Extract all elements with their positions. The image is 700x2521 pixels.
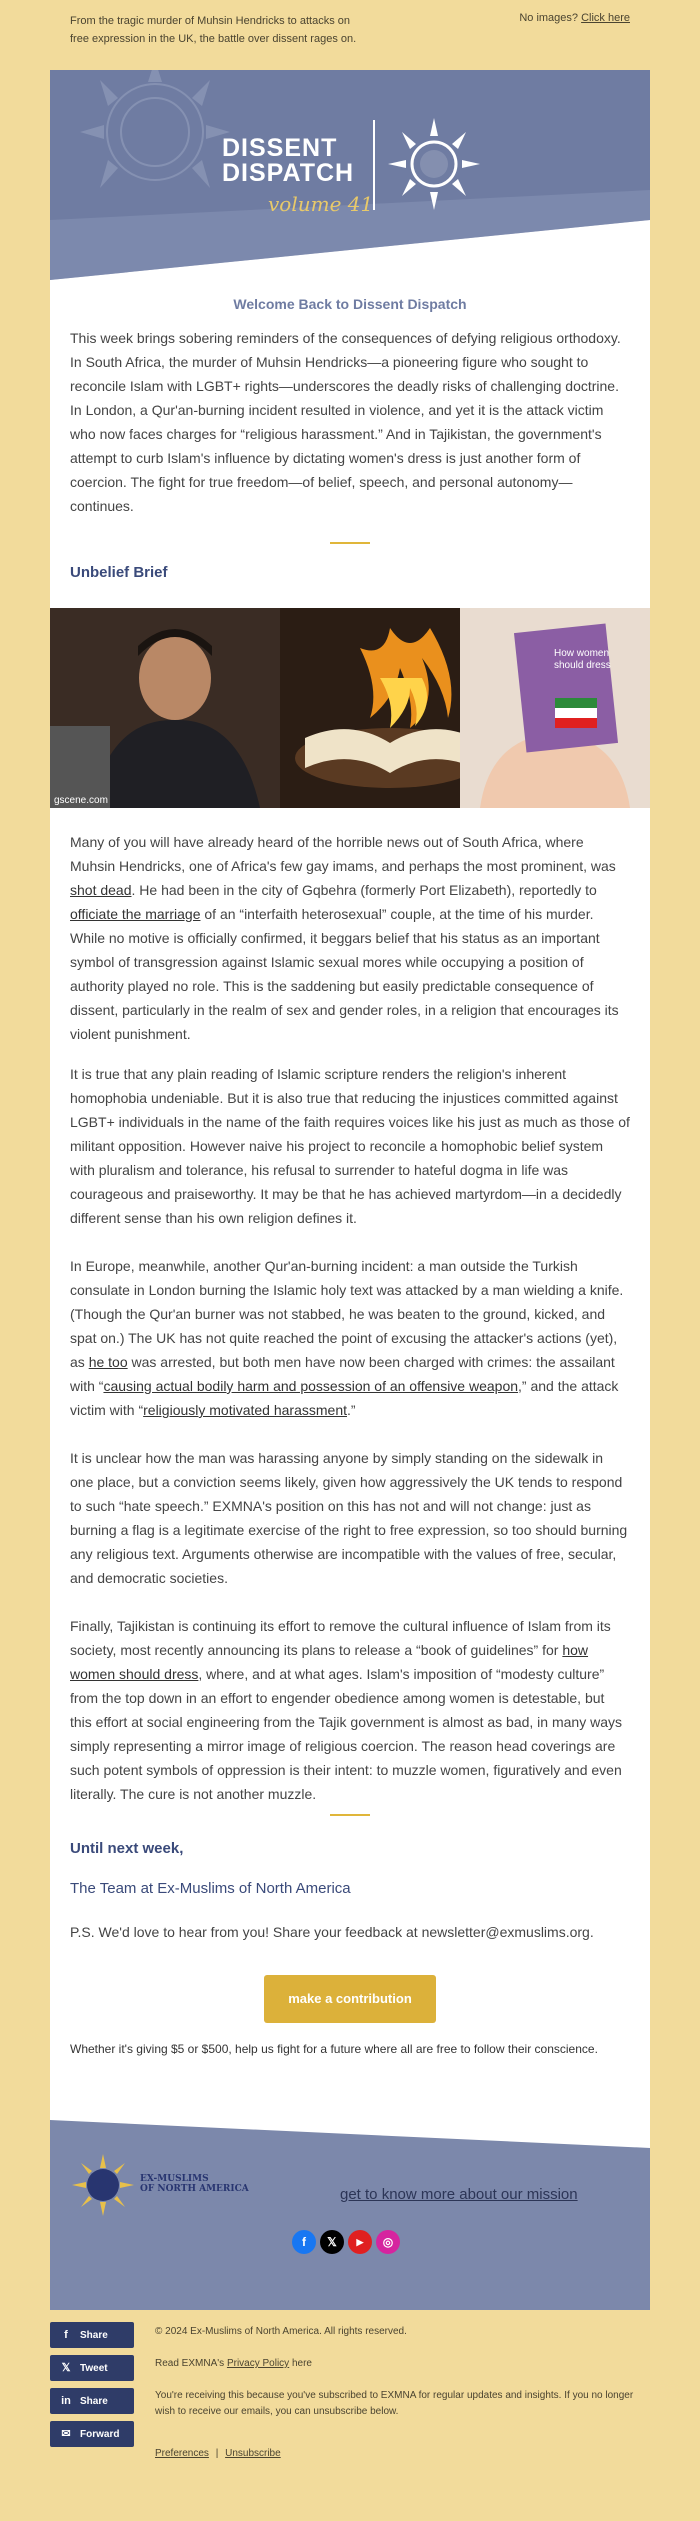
main-card: [50, 280, 650, 2120]
mission-link[interactable]: get to know more about our mission: [340, 2186, 578, 2203]
youtube-icon[interactable]: ▶: [348, 2230, 372, 2254]
brief-paragraph-4: It is unclear how the man was harassing anyone by simply standing on the sidewalk in one place, but a conviction seems likely, given how aggressively the UK tends to respond to such “hate speech.” EXMNA's position on this has not and will not change: just as burning a flag is a legitimate exercise of the right to free expression, so too should burning any religious text. Arguments otherwise are incompatible with the values of free, secular, and democratic societies.: [70, 1450, 628, 1586]
brief-paragraph-3: In Europe, meanwhile, another Qur'an-burning incident: a man outside the Turkish consulate in London burning the Islamic holy text was attacked by a man wielding a knife. (Though the Qur'an burner was not stabbed, he was beaten to the ground, kicked, and spat on.) The UK has not quite reached the point of excusing the attacker's actions (yet), as he too was arrested, but both men have now been charged with crimes: the assailant with “causing actual bodily harm and possession of an offensive weapon,” and the attack victim with “religiously motivated harassment.”: [70, 1258, 624, 1418]
image-credit: gscene.com: [54, 795, 108, 806]
separator: |: [215, 2448, 219, 2459]
share-facebook-button[interactable]: f Share: [50, 2322, 134, 2348]
he-too-link[interactable]: he too: [88, 1354, 128, 1370]
hero-title-line2: DISPATCH: [222, 159, 355, 187]
unsubscribe-notice: You're receiving this because you've subscribed to EXMNA for regular updates and insights. If you no longer wish to receive our emails, you can unsubscribe below.: [155, 2390, 634, 2417]
org-logo-icon: [68, 2150, 138, 2220]
hero-title: [222, 136, 354, 186]
brief-paragraph-1: Many of you will have already heard of the horrible news out of South Africa, where Muhsin Hendricks, one of Africa's few gay imams, and perhaps the most prominent, was shot dead. He had been in the city of Gqbehra (formerly Port Elizabeth), reportedly to officiate the marriage of an “interfaith heterosexual” couple, at the time of his murder. While no motive is officially confirmed, it beggars belief that his status as an important symbol of transgression against Islamic sexual mores while occupying a position of authority played no role. This is the saddening but easily predictable consequence of dissent, particularly in the realm of sex and gender roles, in a religion that encourages its violent punishment.: [70, 834, 619, 1042]
privacy-line: Read EXMNA's Privacy Policy here: [155, 2358, 312, 2369]
copyright: © 2024 Ex-Muslims of North America. All rights reserved.: [155, 2326, 407, 2337]
preheader: [0, 0, 700, 70]
no-images-notice: [519, 12, 630, 24]
footer-wave: [50, 2120, 650, 2160]
footer-links: [155, 2446, 645, 2462]
divider: [330, 542, 370, 544]
bodily-harm-link[interactable]: causing actual bodily harm and possession of an offensive weapon: [103, 1378, 519, 1394]
section-heading-unbelief-brief: Unbelief Brief: [70, 564, 168, 581]
divider: [330, 1814, 370, 1816]
hero-title-line1: DISSENT: [222, 134, 338, 162]
harassment-link[interactable]: religiously motivated harassment: [143, 1402, 347, 1418]
x-twitter-icon: 𝕏: [61, 2362, 71, 2374]
privacy-policy-link[interactable]: Privacy Policy: [226, 2358, 290, 2369]
preferences-link[interactable]: Preferences: [155, 2448, 209, 2459]
signoff: The Team at Ex-Muslims of North America: [70, 1880, 351, 1897]
brief-image: [50, 608, 650, 808]
make-contribution-button[interactable]: make a contribution: [264, 1975, 436, 2023]
welcome-heading: Welcome Back to Dissent Dispatch: [233, 296, 467, 312]
footer-band: [50, 2120, 650, 2310]
how-women-should-dress-link[interactable]: how women should dress: [70, 1642, 589, 1682]
facebook-icon: f: [64, 2329, 68, 2341]
officiate-marriage-link[interactable]: officiate the marriage: [70, 906, 201, 922]
tweet-button[interactable]: 𝕏 Tweet: [50, 2355, 134, 2381]
forward-button[interactable]: ✉ Forward: [50, 2421, 134, 2447]
contribution-subtext: Whether it's giving $5 or $500, help us fight for a future where all are free to follow their conscience.: [70, 2042, 598, 2056]
preheader-text: From the tragic murder of Muhsin Hendricks to attacks on free expression in the UK, the battle over dissent rages on.: [70, 15, 357, 45]
book-cover-text: How women should dress: [554, 648, 611, 671]
linkedin-icon: in: [61, 2395, 71, 2407]
click-here-link[interactable]: Click here: [581, 12, 630, 24]
closing-line: Until next week,: [70, 1840, 184, 1857]
facebook-icon[interactable]: f: [292, 2230, 316, 2254]
unsubscribe-link[interactable]: Unsubscribe: [225, 2448, 281, 2459]
hero-volume: volume 41: [268, 192, 374, 216]
brief-paragraph-2: It is true that any plain reading of Islamic scripture renders the religion's inherent homophobia undeniable. But it is also true that reducing the injustices committed against LGBT+ individuals in the name of the faith requires voices like his just as much as those of militant opposition. However naive his project to reconcile a homophobic belief system with pluralism and tolerance, his refusal to surrender to hateful dogma in life was courageous and praiseworthy. It may be that he has achieved martyrdom—in a decidedly different sense than his own religion defines it.: [70, 1066, 630, 1226]
brief-paragraph-5: Finally, Tajikistan is continuing its effort to remove the cultural influence of Islam from its society, most recently announcing its plans to release a “book of guidelines” for how women should dress, where, and at what ages. Islam's imposition of “modesty culture” from the top down in an effort to engender obedience among women is detestable, but this effort at social engineering from the Tajik government is almost as bad, in many ways simply representing a mirror image of religious coercion. The reason head coverings are such potent symbols of oppression is their intent: to muzzle women, figuratively and even literally. The cure is not another muzzle.: [70, 1618, 622, 1802]
shot-dead-link[interactable]: shot dead: [70, 882, 132, 898]
envelope-icon: ✉: [61, 2428, 71, 2440]
intro-paragraph: This week brings sobering reminders of the consequences of defying religious orthodoxy. In South Africa, the murder of Muhsin Hendricks—a pioneering figure who sought to reconcile Islam with LGBT+ rights—underscores the deadly risks of challenging doctrine. In London, a Qur'an-burning incident resulted in violence, and yet it is the attack victim who now faces charges for “religious harassment.” And in Tajikistan, the government's attempt to curb Islam's influence by dictating women's dress is just another form of coercion. The fight for true freedom—of belief, speech, and personal autonomy—continues.: [70, 330, 621, 514]
hero-banner: [50, 70, 650, 280]
share-linkedin-button[interactable]: in Share: [50, 2388, 134, 2414]
org-name: EX-MUSLIMS OF NORTH AMERICA: [140, 2174, 249, 2194]
brief-image-art: [50, 608, 650, 808]
x-twitter-icon[interactable]: 𝕏: [320, 2230, 344, 2254]
no-images-label: No images?: [519, 12, 579, 24]
postscript: P.S. We'd love to hear from you! Share your feedback at newsletter@exmuslims.org.: [70, 1924, 594, 1940]
instagram-icon[interactable]: ◎: [376, 2230, 400, 2254]
